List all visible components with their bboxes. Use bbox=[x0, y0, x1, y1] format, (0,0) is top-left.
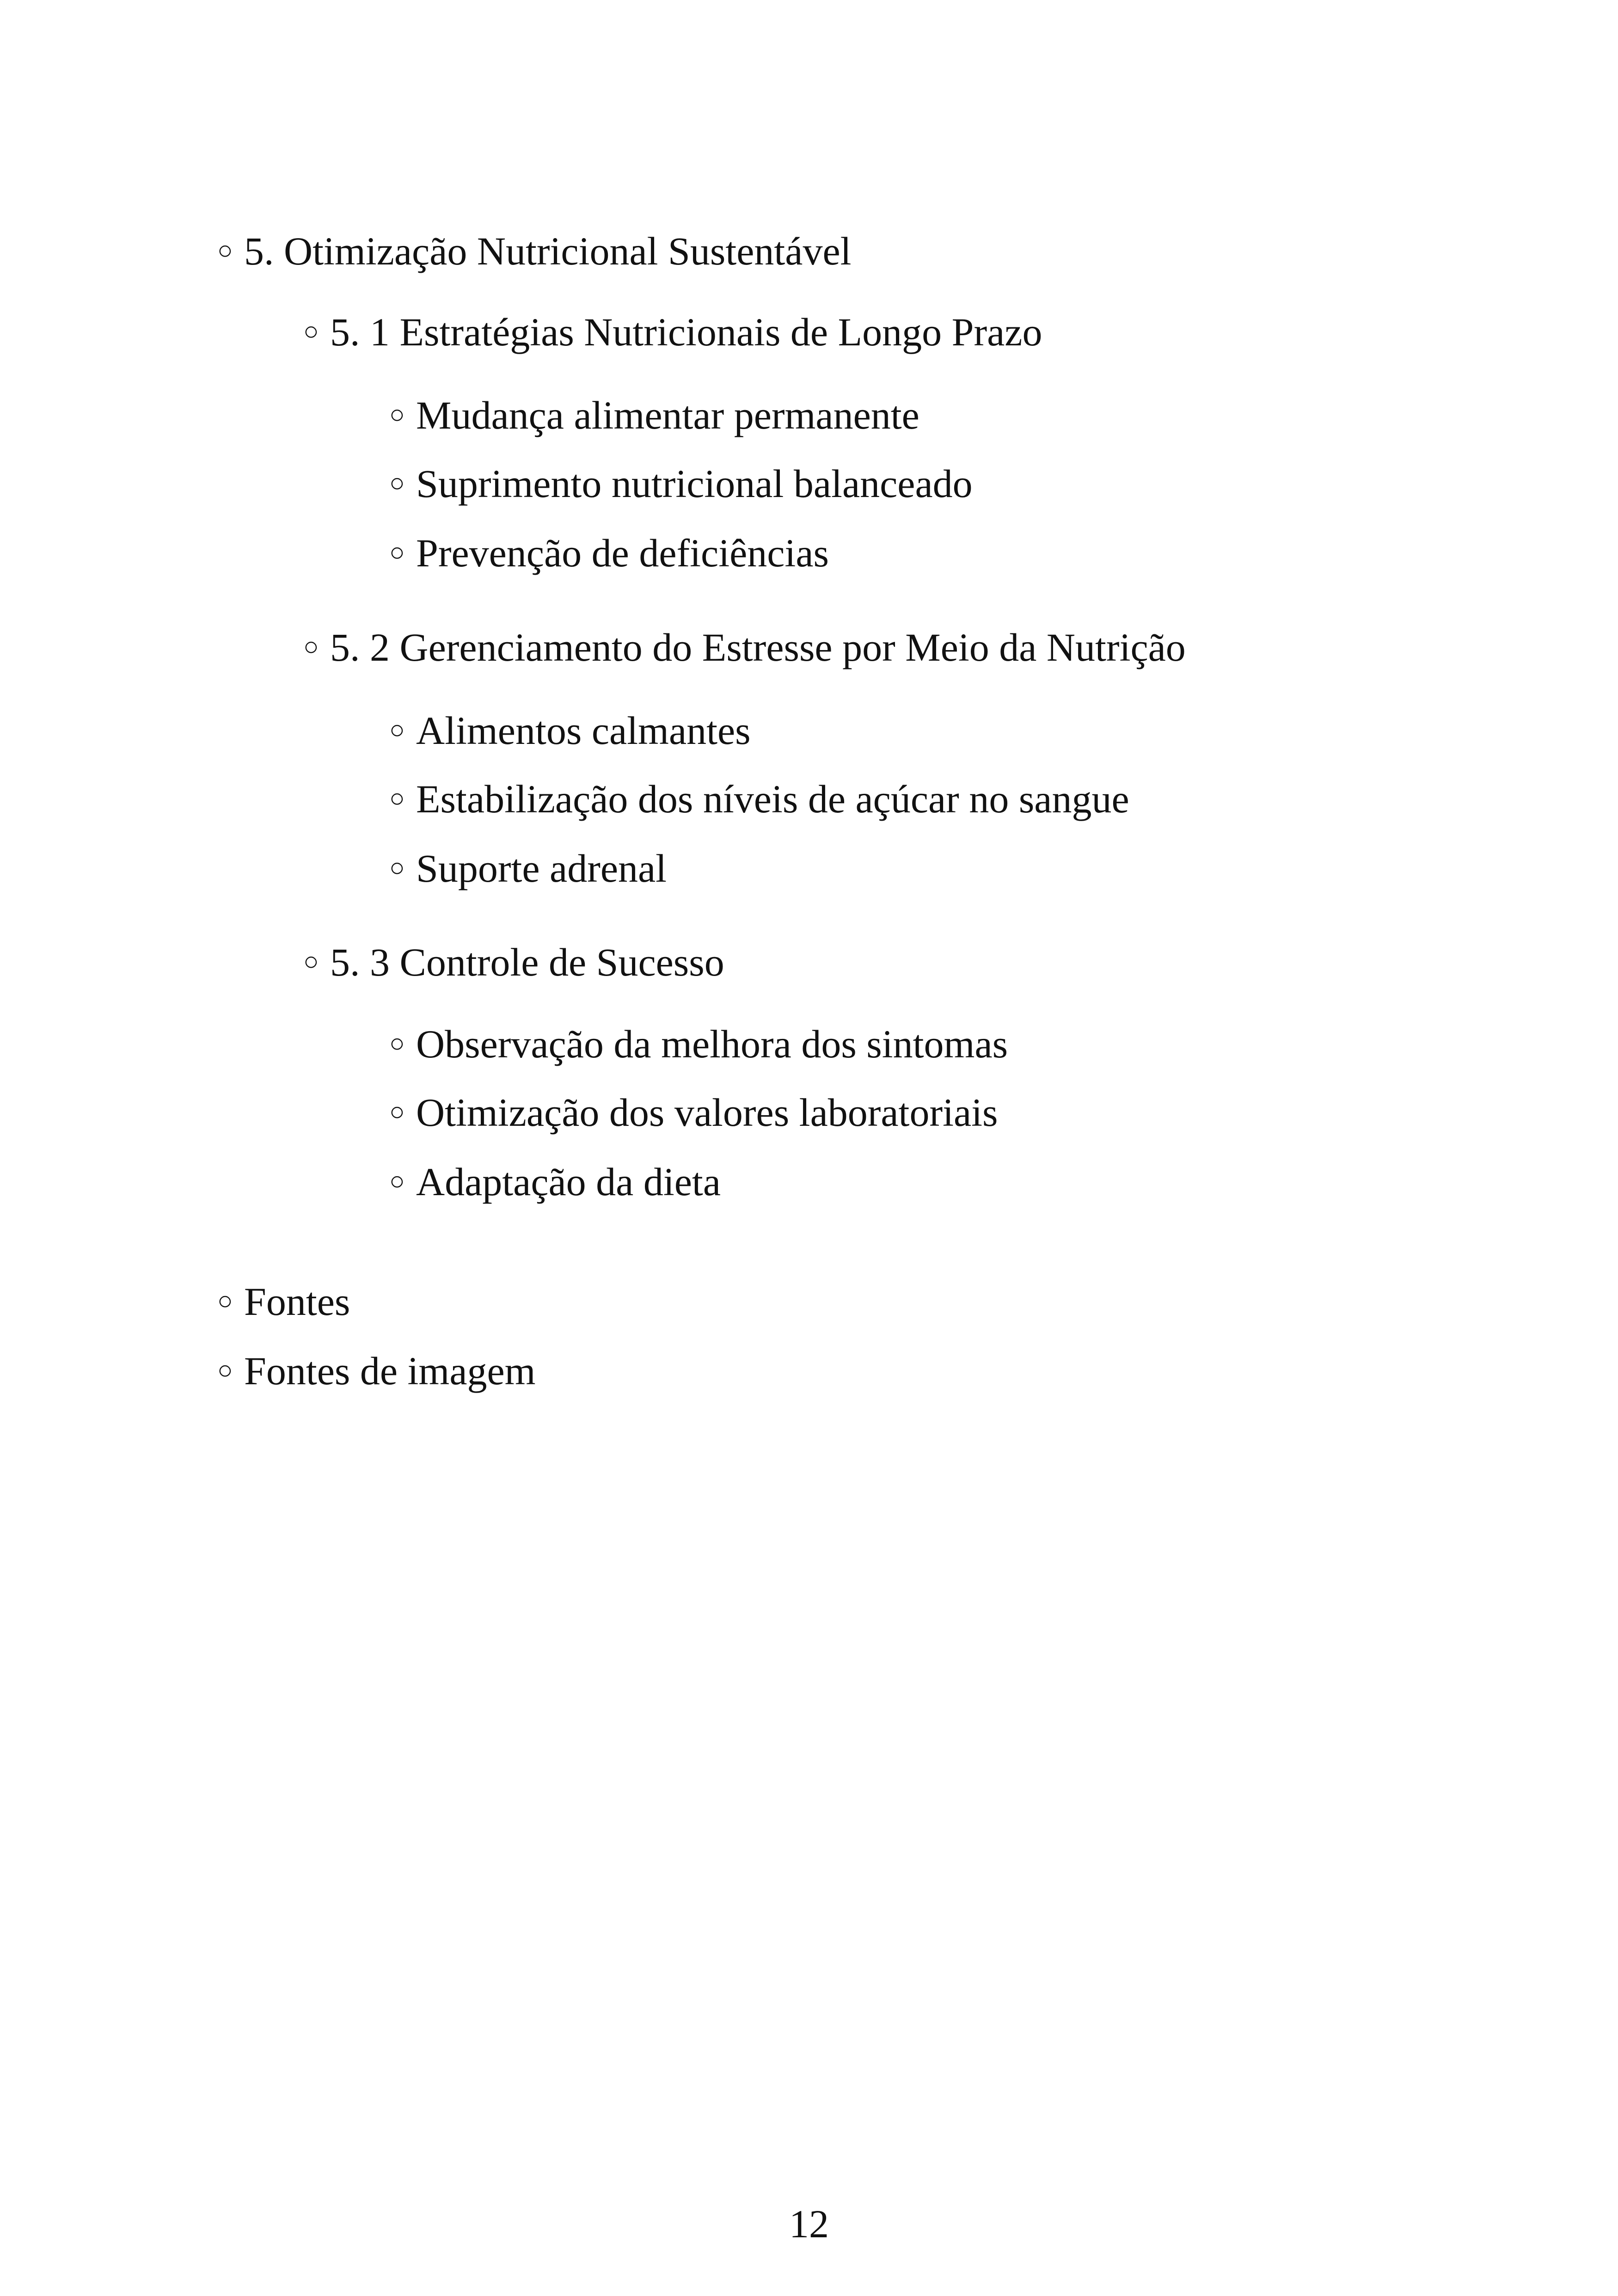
toc-item-label: Prevenção de deficiências bbox=[416, 531, 829, 575]
toc-entry-label: 5. 2 Gerenciamento do Estresse por Meio da Nutrição bbox=[330, 625, 1186, 669]
toc-entry-subsection-5-1[interactable] bbox=[303, 312, 1042, 352]
toc-item-label: Alimentos calmantes bbox=[416, 708, 751, 753]
circle-bullet-icon: ○ bbox=[389, 1029, 405, 1058]
circle-bullet-icon: ○ bbox=[389, 1167, 405, 1196]
page-number: 12 bbox=[789, 2202, 829, 2246]
toc-entry-label: Fontes de imagem bbox=[244, 1349, 536, 1393]
toc-item-label: Observação da melhora dos sintomas bbox=[416, 1022, 1008, 1066]
toc-item[interactable] bbox=[389, 461, 973, 506]
circle-bullet-icon: ○ bbox=[217, 1356, 233, 1385]
toc-entry-section-5[interactable] bbox=[217, 231, 852, 271]
toc-entry-fontes-de-imagem[interactable] bbox=[217, 1351, 536, 1391]
toc-item[interactable] bbox=[389, 1090, 998, 1135]
circle-bullet-icon: ○ bbox=[303, 947, 319, 976]
toc-item-label: Mudança alimentar permanente bbox=[416, 393, 919, 437]
circle-bullet-icon: ○ bbox=[217, 236, 233, 265]
circle-bullet-icon: ○ bbox=[389, 1098, 405, 1126]
toc-entry-label: 5. 1 Estratégias Nutricionais de Longo Prazo bbox=[330, 310, 1042, 354]
toc-item[interactable] bbox=[389, 708, 751, 753]
toc-entry-subsection-5-3[interactable] bbox=[303, 942, 724, 982]
toc-item[interactable] bbox=[389, 779, 1129, 819]
toc-item-label: Suprimento nutricional balanceado bbox=[416, 461, 973, 506]
toc-entry-fontes[interactable] bbox=[217, 1279, 350, 1324]
circle-bullet-icon: ○ bbox=[217, 1287, 233, 1315]
toc-entry-label: 5. Otimização Nutricional Sustentável bbox=[244, 229, 852, 273]
circle-bullet-icon: ○ bbox=[389, 469, 405, 497]
circle-bullet-icon: ○ bbox=[389, 853, 405, 882]
toc-item[interactable] bbox=[389, 533, 829, 573]
circle-bullet-icon: ○ bbox=[389, 716, 405, 744]
circle-bullet-icon: ○ bbox=[389, 538, 405, 567]
toc-item[interactable] bbox=[389, 395, 919, 435]
circle-bullet-icon: ○ bbox=[389, 400, 405, 429]
circle-bullet-icon: ○ bbox=[303, 317, 319, 346]
toc-item[interactable] bbox=[389, 1162, 721, 1202]
toc-item-label: Suporte adrenal bbox=[416, 846, 667, 890]
circle-bullet-icon: ○ bbox=[303, 632, 319, 661]
circle-bullet-icon: ○ bbox=[389, 784, 405, 813]
toc-item-label: Adaptação da dieta bbox=[416, 1160, 721, 1204]
toc-item-label: Otimização dos valores laboratoriais bbox=[416, 1090, 998, 1135]
toc-item[interactable] bbox=[389, 848, 667, 888]
toc-item[interactable] bbox=[389, 1024, 1008, 1064]
toc-entry-label: Fontes bbox=[244, 1279, 350, 1324]
toc-entry-subsection-5-2[interactable] bbox=[303, 627, 1186, 667]
toc-entry-label: 5. 3 Controle de Sucesso bbox=[330, 940, 724, 984]
toc-item-label: Estabilização dos níveis de açúcar no sangue bbox=[416, 777, 1129, 821]
